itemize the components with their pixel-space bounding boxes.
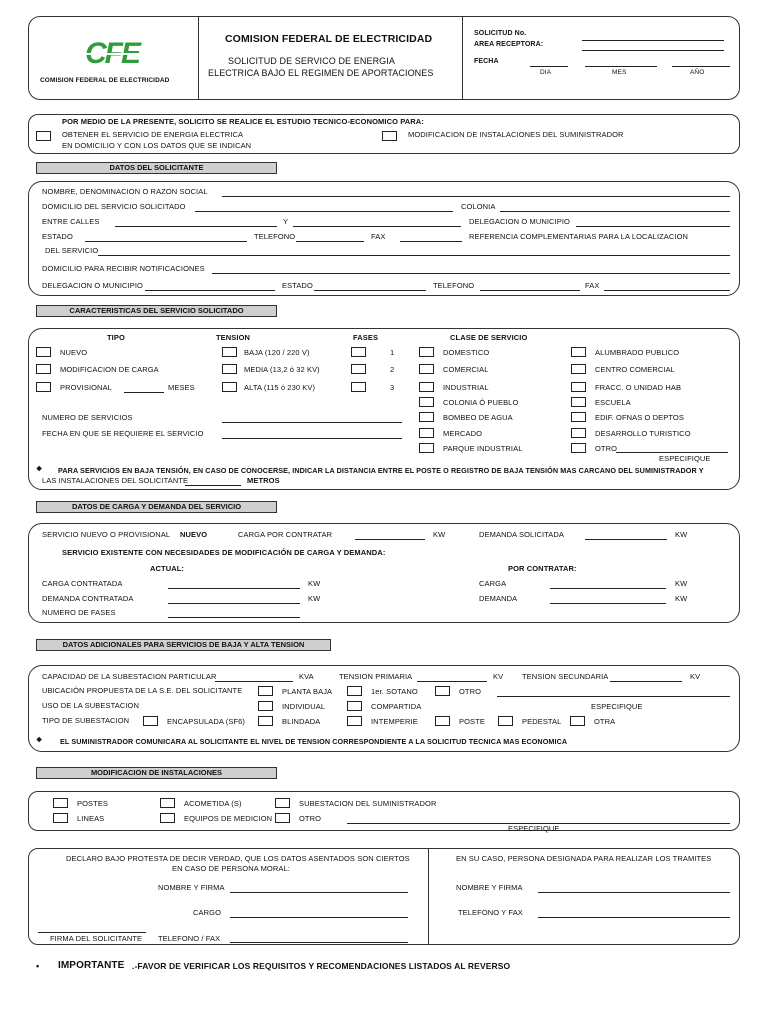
colonia-label: COLONIA	[461, 202, 496, 211]
header-divider-right	[462, 16, 463, 100]
provisional-label: PROVISIONAL	[60, 383, 112, 392]
bombeo-label: BOMBEO DE AGUA	[443, 413, 513, 422]
equipos-checkbox[interactable]	[160, 813, 175, 823]
intro-text: POR MEDIO DE LA PRESENTE, SOLICITO SE REALICE EL ESTUDIO TECNICO-ECONOMICO PARA:	[62, 117, 424, 126]
otro-clase-field[interactable]	[616, 452, 728, 453]
tipo-header: TIPO	[107, 333, 125, 342]
nombre-firma-label: NOMBRE Y FIRMA	[158, 883, 225, 892]
kw-label-1: KW	[433, 530, 446, 539]
uso-label: USO DE LA SUBESTACION	[42, 701, 139, 710]
demanda-label: DEMANDA	[479, 594, 518, 603]
modificacion-box	[28, 791, 740, 831]
fax-2-label: FAX	[585, 281, 600, 290]
mes-label: MES	[612, 69, 627, 76]
obtener-servicio-label-2: EN DOMICILIO Y CON LOS DATOS QUE SE INDICAN	[62, 141, 252, 150]
blindada-checkbox[interactable]	[258, 716, 273, 726]
solicitud-no-label: SOLICITUD No.	[474, 30, 527, 37]
especifique-uso-label: ESPECIFIQUE	[591, 702, 643, 711]
estado-2-label: ESTADO	[282, 281, 313, 290]
servicio-nuevo-label: SERVICIO NUEVO O PROVISIONAL	[42, 530, 171, 539]
declaro-text-1: DECLARO BAJO PROTESTA DE DECIR VERDAD, QUE LOS DATOS ASENTADOS SON CIERTOS	[66, 854, 410, 863]
edif-label: EDIF. OFNAS O DEPTOS	[595, 413, 684, 422]
intemperie-label: INTEMPERIE	[371, 717, 418, 726]
mercado-checkbox[interactable]	[419, 428, 434, 438]
domestico-checkbox[interactable]	[419, 347, 434, 357]
fecha-req-label: FECHA EN QUE SE REQUIERE EL SERVICIO	[42, 429, 204, 438]
capacidad-field[interactable]	[215, 681, 293, 682]
telefono-label: TELEFONO	[254, 232, 296, 241]
ano-label: AÑO	[690, 69, 705, 76]
y-label: Y	[283, 217, 289, 226]
carga-contratar-field[interactable]	[355, 539, 425, 540]
kv-label-2: KV	[690, 672, 701, 681]
planta-baja-checkbox[interactable]	[258, 686, 273, 696]
tension-primaria-field[interactable]	[417, 681, 487, 682]
tipo-subestacion-label: TIPO DE SUBESTACION	[42, 716, 130, 725]
capacidad-label: CAPACIDAD DE LA SUBESTACION PARTICULAR	[42, 672, 217, 681]
lineas-checkbox[interactable]	[53, 813, 68, 823]
importante-label: IMPORTANTE	[58, 960, 125, 971]
referencia-label: REFERENCIA COMPLEMENTARIAS PARA LA LOCALIZACION	[469, 232, 689, 241]
acometida-checkbox[interactable]	[160, 798, 175, 808]
pedestal-label: PEDESTAL	[522, 717, 562, 726]
acometida-label: ACOMETIDA (S)	[184, 799, 242, 808]
form-subtitle-1: SOLICITUD DE SERVICO DE ENERGIA	[228, 56, 395, 66]
ubicacion-label: UBICACIÓN PROPUESTA DE LA S.E. DEL SOLICITANTE	[42, 686, 243, 695]
adicionales-section-header: DATOS ADICIONALES PARA SERVICIOS DE BAJA Y ALTA TENSION	[36, 639, 331, 651]
nombre-firma-2-field[interactable]	[538, 892, 730, 893]
solicitante-section-header: DATOS DEL SOLICITANTE	[36, 162, 277, 174]
carga-contratada-field[interactable]	[168, 588, 300, 589]
otro-modif-label: OTRO	[299, 814, 322, 823]
colonia-pueblo-label: COLONIA Ó PUEBLO	[443, 398, 519, 407]
individual-label: INDIVIDUAL	[282, 702, 326, 711]
firma-solicitante-field[interactable]	[38, 932, 146, 933]
cargo-label: CARGO	[193, 908, 222, 917]
obtener-servicio-label-1: OBTENER EL SERVICIO DE ENERGIA ELECTRICA	[62, 130, 244, 139]
desarrollo-checkbox[interactable]	[571, 428, 586, 438]
colonia-field[interactable]	[500, 211, 730, 212]
modif-carga-label: MODIFICACION DE CARGA	[60, 365, 159, 374]
estado-field[interactable]	[85, 241, 247, 242]
kw-label-4: KW	[308, 594, 321, 603]
fases-header: FASES	[353, 333, 379, 342]
escuela-checkbox[interactable]	[571, 397, 586, 407]
intemperie-checkbox[interactable]	[347, 716, 362, 726]
solicitud-no-field[interactable]	[582, 40, 724, 41]
alumbrado-label: ALUMBRADO PUBLICO	[595, 348, 680, 357]
diamond-bullet-icon-2: ❖	[36, 737, 43, 744]
diamond-bullet-icon: ❖	[36, 466, 43, 473]
meses-label: MESES	[168, 383, 195, 392]
industrial-checkbox[interactable]	[419, 382, 434, 392]
modif-carga-checkbox[interactable]	[36, 364, 51, 374]
meses-field[interactable]	[124, 392, 164, 393]
poste-checkbox[interactable]	[435, 716, 450, 726]
area-receptora-label: AREA RECEPTORA:	[474, 41, 544, 48]
domestico-label: DOMESTICO	[443, 348, 490, 357]
sotano-label: 1er. SOTANO	[371, 687, 418, 696]
demanda-contratada-label: DEMANDA CONTRATADA	[42, 594, 134, 603]
comercial-checkbox[interactable]	[419, 364, 434, 374]
alumbrado-checkbox[interactable]	[571, 347, 586, 357]
form-subtitle-2: ELECTRICA BAJO EL REGIMEN DE APORTACIONES	[208, 68, 434, 78]
otra-tipo-label: OTRA	[594, 717, 616, 726]
header-divider-left	[198, 16, 199, 100]
alta-tension-label: ALTA (115 ó 230 KV)	[244, 383, 316, 392]
telefono-2-field[interactable]	[480, 290, 580, 291]
blindada-label: BLINDADA	[282, 717, 321, 726]
numero-fases-label: NUMERO DE FASES	[42, 608, 116, 617]
postes-label: POSTES	[77, 799, 109, 808]
fase-3-label: 3	[390, 383, 395, 392]
metros-field[interactable]	[185, 485, 241, 486]
bullet-icon: •	[36, 961, 40, 971]
caracteristicas-section-header: CARACTERISTICAS DEL SERVICIO SOLICITADO	[36, 305, 277, 317]
compartida-label: COMPARTIDA	[371, 702, 422, 711]
cfe-logo: CFE	[85, 37, 139, 70]
delegacion-label: DELEGACION O MUNICIPIO	[469, 217, 570, 226]
tension-header: TENSION	[216, 333, 251, 342]
kw-label-3: KW	[308, 579, 321, 588]
industrial-label: INDUSTRIAL	[443, 383, 489, 392]
por-contratar-label: POR CONTRATAR:	[508, 564, 577, 573]
nota-suministrador: EL SUMINISTRADOR COMUNICARA AL SOLICITANTE EL NIVEL DE TENSION CORRESPONDIENTE A LA SOLICITUD TECNICA MAS ECONOMICA	[60, 737, 568, 746]
tension-primaria-label: TENSION PRIMARIA	[339, 672, 413, 681]
kva-label: KVA	[299, 672, 314, 681]
lineas-label: LINEAS	[77, 814, 105, 823]
nuevo-label: NUEVO	[60, 348, 88, 357]
especifique-modif-label: ESPECIFIQUE	[508, 824, 560, 833]
dia-field[interactable]	[530, 66, 568, 67]
fracc-label: FRACC. O UNIDAD HAB	[595, 383, 682, 392]
centro-comercial-checkbox[interactable]	[571, 364, 586, 374]
domicilio-notificaciones-label: DOMICILIO PARA RECIBIR NOTIFICACIONES	[42, 264, 205, 273]
servicio-existente-label: SERVICIO EXISTENTE CON NECESIDADES DE MODIFICACIÓN DE CARGA Y DEMANDA:	[62, 548, 386, 557]
fase-1-label: 1	[390, 348, 395, 357]
kv-label-1: KV	[493, 672, 504, 681]
delegacion-2-field[interactable]	[145, 290, 275, 291]
individual-checkbox[interactable]	[258, 701, 273, 711]
baja-tension-label: BAJA (120 / 220 V)	[244, 348, 310, 357]
metros-label: METROS	[247, 476, 280, 485]
num-servicios-field[interactable]	[222, 422, 402, 423]
numero-fases-field[interactable]	[168, 617, 300, 618]
nombre-firma-2-label: NOMBRE Y FIRMA	[456, 883, 523, 892]
centro-comercial-label: CENTRO COMERCIAL	[595, 365, 675, 374]
otro-ubicacion-checkbox[interactable]	[435, 686, 450, 696]
sotano-checkbox[interactable]	[347, 686, 362, 696]
fase-1-checkbox[interactable]	[351, 347, 366, 357]
nombre-firma-field[interactable]	[230, 892, 408, 893]
declaro-text-2: EN CASO DE PERSONA MORAL:	[172, 864, 290, 873]
telefono-fax-2-field[interactable]	[538, 917, 730, 918]
fax-field[interactable]	[400, 241, 462, 242]
del-servicio-label: DEL SERVICIO	[45, 246, 99, 255]
demanda-solicitada-label: DEMANDA SOLICITADA	[479, 530, 565, 539]
modificacion-instalaciones-checkbox[interactable]	[382, 131, 397, 141]
encapsulada-label: ENCAPSULADA (SF6)	[167, 717, 245, 726]
otro-ubicacion-label: OTRO	[459, 687, 482, 696]
telefono-2-label: TELEFONO	[433, 281, 475, 290]
modificacion-instalaciones-label: MODIFICACION DE INSTALACIONES DEL SUMINISTRADOR	[408, 130, 624, 139]
fase-2-checkbox[interactable]	[351, 364, 366, 374]
modificacion-section-header: MODIFICACION DE INSTALACIONES	[36, 767, 277, 779]
telefono-fax-2-label: TELEFONO Y FAX	[458, 908, 523, 917]
obtener-servicio-checkbox[interactable]	[36, 131, 51, 141]
nombre-field[interactable]	[222, 196, 730, 197]
mes-field[interactable]	[585, 66, 657, 67]
cargo-field[interactable]	[230, 917, 408, 918]
telefono-fax-label: TELEFONO / FAX	[158, 934, 221, 943]
domicilio-notificaciones-field[interactable]	[212, 273, 730, 274]
tension-secundaria-label: TENSION SECUNDARIA	[522, 672, 609, 681]
carga-section-header: DATOS DE CARGA Y DEMANDA DEL SERVICIO	[36, 501, 277, 513]
poste-label: POSTE	[459, 717, 485, 726]
alta-tension-checkbox[interactable]	[222, 382, 237, 392]
logo-caption: COMISION FEDERAL DE ELECTRICIDAD	[40, 77, 170, 84]
especifique-clase-label: ESPECIFIQUE	[659, 454, 711, 463]
entre-calles-field-1[interactable]	[115, 226, 277, 227]
tension-secundaria-field[interactable]	[610, 681, 682, 682]
delegacion-2-label: DELEGACION O MUNICIPIO	[42, 281, 143, 290]
escuela-label: ESCUELA	[595, 398, 631, 407]
page-title: COMISION FEDERAL DE ELECTRICIDAD	[225, 33, 433, 45]
mercado-label: MERCADO	[443, 429, 483, 438]
parque-label: PARQUE INDUSTRIAL	[443, 444, 523, 453]
provisional-checkbox[interactable]	[36, 382, 51, 392]
fase-3-checkbox[interactable]	[351, 382, 366, 392]
fracc-checkbox[interactable]	[571, 382, 586, 392]
firma-solicitante-label: FIRMA DEL SOLICITANTE	[50, 934, 143, 943]
otro-clase-checkbox[interactable]	[571, 443, 586, 453]
media-tension-checkbox[interactable]	[222, 364, 237, 374]
area-receptora-field[interactable]	[582, 50, 724, 51]
kw-label-5: KW	[675, 579, 688, 588]
colonia-pueblo-checkbox[interactable]	[419, 397, 434, 407]
ano-field[interactable]	[672, 66, 730, 67]
dia-label: DIA	[540, 69, 552, 76]
otra-tipo-checkbox[interactable]	[570, 716, 585, 726]
otro-modif-checkbox[interactable]	[275, 813, 290, 823]
actual-label: ACTUAL:	[150, 564, 185, 573]
compartida-checkbox[interactable]	[347, 701, 362, 711]
otro-clase-label: OTRO	[595, 444, 618, 453]
estado-2-field[interactable]	[314, 290, 426, 291]
nuevo-checkbox[interactable]	[36, 347, 51, 357]
nuevo-value: NUEVO	[180, 530, 208, 539]
media-tension-label: MEDIA (13,2 ó 32 KV)	[244, 365, 320, 374]
nota-baja-tension-2: LAS INSTALACIONES DEL SOLICITANTE	[42, 476, 189, 485]
baja-tension-checkbox[interactable]	[222, 347, 237, 357]
delegacion-field[interactable]	[576, 226, 730, 227]
carga-label: CARGA	[479, 579, 507, 588]
persona-designada-label: EN SU CASO, PERSONA DESIGNADA PARA REALIZAR LOS TRAMITES	[456, 854, 712, 863]
planta-baja-label: PLANTA BAJA	[282, 687, 333, 696]
fax-2-field[interactable]	[604, 290, 730, 291]
entre-calles-label: ENTRE CALLES	[42, 217, 100, 226]
equipos-label: EQUIPOS DE MEDICION	[184, 814, 273, 823]
carga-contratar-label: CARGA POR CONTRATAR	[238, 530, 333, 539]
referencia-field[interactable]	[98, 255, 730, 256]
domicilio-field[interactable]	[195, 211, 453, 212]
importante-text: .-FAVOR DE VERIFICAR LOS REQUISITOS Y RECOMENDACIONES LISTADOS AL REVERSO	[132, 961, 511, 971]
estado-label: ESTADO	[42, 232, 73, 241]
subestacion-label: SUBESTACION DEL SUMINISTRADOR	[299, 799, 437, 808]
telefono-field[interactable]	[296, 241, 364, 242]
demanda-solicitada-field[interactable]	[585, 539, 667, 540]
otro-ubicacion-field[interactable]	[497, 696, 730, 697]
bombeo-checkbox[interactable]	[419, 412, 434, 422]
postes-checkbox[interactable]	[53, 798, 68, 808]
subestacion-checkbox[interactable]	[275, 798, 290, 808]
telefono-fax-field[interactable]	[230, 942, 408, 943]
carga-contratada-label: CARGA CONTRATADA	[42, 579, 123, 588]
fecha-req-field[interactable]	[222, 438, 402, 439]
entre-calles-field-2[interactable]	[293, 226, 461, 227]
kw-label-6: KW	[675, 594, 688, 603]
encapsulada-checkbox[interactable]	[143, 716, 158, 726]
domicilio-label: DOMICILIO DEL SERVICIO SOLICITADO	[42, 202, 186, 211]
carga-field[interactable]	[550, 588, 666, 589]
desarrollo-label: DESARROLLO TURISTICO	[595, 429, 691, 438]
kw-label-2: KW	[675, 530, 688, 539]
pedestal-checkbox[interactable]	[498, 716, 513, 726]
num-servicios-label: NUMERO DE SERVICIOS	[42, 413, 133, 422]
firma-divider	[428, 848, 429, 945]
fax-label: FAX	[371, 232, 386, 241]
clase-header: CLASE DE SERVICIO	[450, 333, 528, 342]
nota-baja-tension-1: PARA SERVICIOS EN BAJA TENSIÓN, EN CASO DE CONOCERSE, INDICAR LA DISTANCIA ENTRE EL POSTE O REGISTRO DE BAJA TENSIÓN MAS CARCANO DEL SUMINISTRADOR Y	[58, 466, 704, 475]
demanda-field[interactable]	[550, 603, 666, 604]
nombre-label: NOMBRE, DENOMINACION O RAZON SOCIAL	[42, 187, 208, 196]
demanda-contratada-field[interactable]	[168, 603, 300, 604]
edif-checkbox[interactable]	[571, 412, 586, 422]
fecha-label: FECHA	[474, 58, 499, 65]
comercial-label: COMERCIAL	[443, 365, 489, 374]
fase-2-label: 2	[390, 365, 395, 374]
parque-checkbox[interactable]	[419, 443, 434, 453]
